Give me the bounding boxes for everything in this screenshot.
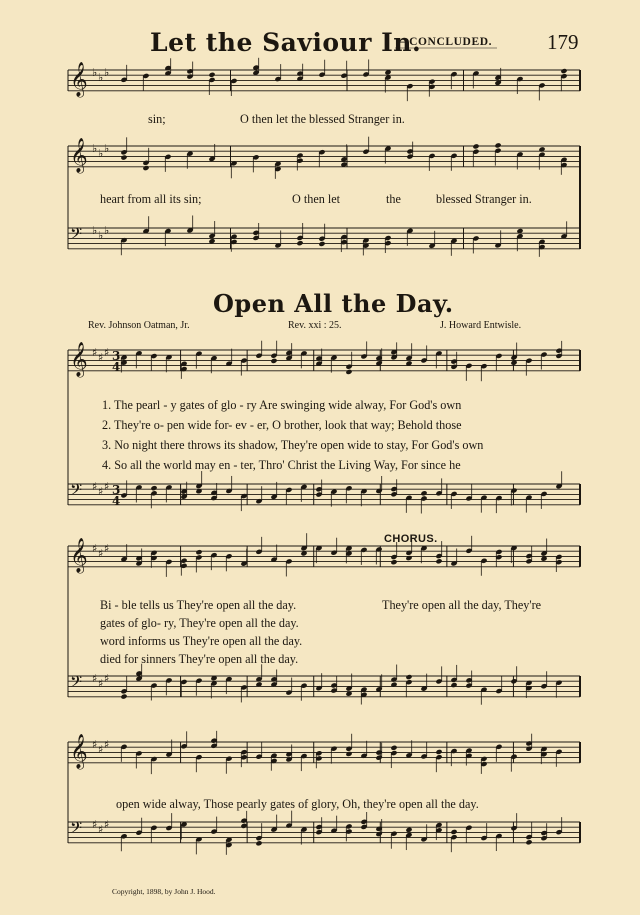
chorus-line-1: They're open all the day, They're (382, 598, 542, 612)
note-head (435, 558, 442, 564)
note-head (450, 829, 457, 835)
note-head (390, 559, 397, 565)
lyric-top-2b: O then let (292, 192, 341, 206)
note-head (345, 369, 352, 375)
scripture-reference: Rev. xxi : 25. (288, 320, 342, 331)
verse-3-line-a: 3. No night there throws its shadow, They're open wide to stay, For God's own (102, 438, 484, 452)
copyright-notice: Copyright, 1898, by John J. Hood. (112, 887, 216, 896)
sharp-icon: ♯ (104, 672, 110, 685)
lyric-top-1a: sin; (148, 112, 166, 126)
note-head (405, 674, 412, 680)
sharp-icon: ♯ (92, 480, 98, 493)
note-head (420, 490, 427, 496)
sharp-icon: ♯ (104, 346, 110, 359)
note-head (255, 840, 262, 846)
concluded-label: —CONCLUDED. (397, 36, 493, 48)
sharp-icon: ♯ (104, 738, 110, 751)
sharp-icon: ♯ (92, 672, 98, 685)
verse-3-line-b: word informs us They're open all the day. (100, 634, 303, 648)
lyric-top-2a: heart from all its sin; (100, 192, 202, 206)
verse-4-line-b: died for sinners They're open all the day. (100, 652, 299, 666)
sharp-icon: ♯ (98, 547, 104, 560)
lyric-top-1b: O then let the blessed Stranger in. (240, 112, 405, 126)
note-head (345, 751, 352, 757)
chorus-line-2: open wide alway, Those pearly gates of glory, Oh, they're open all the day. (116, 797, 479, 811)
lyric-top-2c: the (386, 192, 401, 206)
treble-clef-icon: 𝄞 (70, 138, 88, 173)
note-head (120, 693, 127, 699)
time-signature-digit: 4 (112, 494, 121, 508)
sharp-icon: ♯ (98, 351, 104, 364)
chorus-label: CHORUS. (384, 533, 438, 545)
verse-4-line-a: 4. So all the world may en - ter, Thro' Christ the Living Way, For since he (102, 458, 461, 472)
time-signature-digit: 4 (112, 360, 121, 374)
treble-clef-icon: 𝄞 (70, 62, 88, 97)
flat-icon: ♭ (98, 147, 104, 160)
sharp-icon: ♯ (92, 346, 98, 359)
time-signature-digit: 3 (112, 483, 121, 497)
bass-clef-icon: 𝄢 (70, 225, 83, 247)
note-head (208, 72, 215, 78)
note-head (390, 682, 397, 688)
sharp-icon: ♯ (98, 743, 104, 756)
note-head (296, 240, 303, 246)
sharp-icon: ♯ (92, 738, 98, 751)
sharp-icon: ♯ (104, 818, 110, 831)
note-head (318, 241, 325, 247)
sharp-icon: ♯ (98, 677, 104, 690)
composer-credit: J. Howard Entwisle. (440, 320, 522, 331)
treble-clef-icon: 𝄞 (70, 342, 88, 377)
verse-2-line-a: 2. They're o- pen wide for- ev - er, O brother, look that way; Behold those (102, 418, 462, 432)
flat-icon: ♭ (92, 142, 98, 155)
page-number: 179 (547, 30, 579, 54)
note-head (142, 165, 149, 171)
bass-clef-icon: 𝄢 (70, 481, 83, 503)
bass-clef-icon: 𝄢 (70, 819, 83, 841)
verse-2-line-b: gates of glo- ry, They're open all the day. (100, 616, 299, 630)
treble-clef-icon: 𝄞 (70, 734, 88, 769)
note-head (120, 154, 127, 160)
lyric-top-2d: blessed Stranger in. (436, 192, 532, 206)
sharp-icon: ♯ (92, 542, 98, 555)
note-head (195, 549, 202, 555)
sharp-icon: ♯ (98, 823, 104, 836)
verse-1-line-b: Bi - ble tells us They're open all the day. (100, 598, 297, 612)
flat-icon: ♭ (104, 142, 110, 155)
time-signature-digit: 3 (112, 349, 121, 363)
hymn-title: Open All the Day. (213, 289, 454, 318)
author-credit: Rev. Johnson Oatman, Jr. (88, 320, 190, 331)
treble-clef-icon: 𝄞 (70, 538, 88, 573)
note-head (390, 745, 397, 751)
sharp-icon: ♯ (98, 485, 104, 498)
note-head (435, 749, 442, 755)
note-head (270, 358, 277, 364)
flat-icon: ♭ (104, 66, 110, 79)
note-head (472, 143, 479, 149)
note-head (405, 555, 412, 561)
hymn-title-concluded: Let the Saviour In. (150, 28, 422, 57)
note-head (150, 485, 157, 491)
bass-clef-icon: 𝄢 (70, 673, 83, 695)
verse-1-line-a: 1. The pearl - y gates of glo - ry Are swinging wide alway, For God's own (102, 398, 462, 412)
sharp-icon: ♯ (92, 818, 98, 831)
note-head (560, 68, 567, 74)
note-head (450, 682, 457, 688)
sharp-icon: ♯ (104, 480, 110, 493)
flat-icon: ♭ (92, 224, 98, 237)
flat-icon: ♭ (92, 66, 98, 79)
note-head (494, 142, 501, 148)
flat-icon: ♭ (104, 224, 110, 237)
flat-icon: ♭ (98, 71, 104, 84)
note-head (525, 839, 532, 845)
flat-icon: ♭ (98, 229, 104, 242)
sharp-icon: ♯ (104, 542, 110, 555)
